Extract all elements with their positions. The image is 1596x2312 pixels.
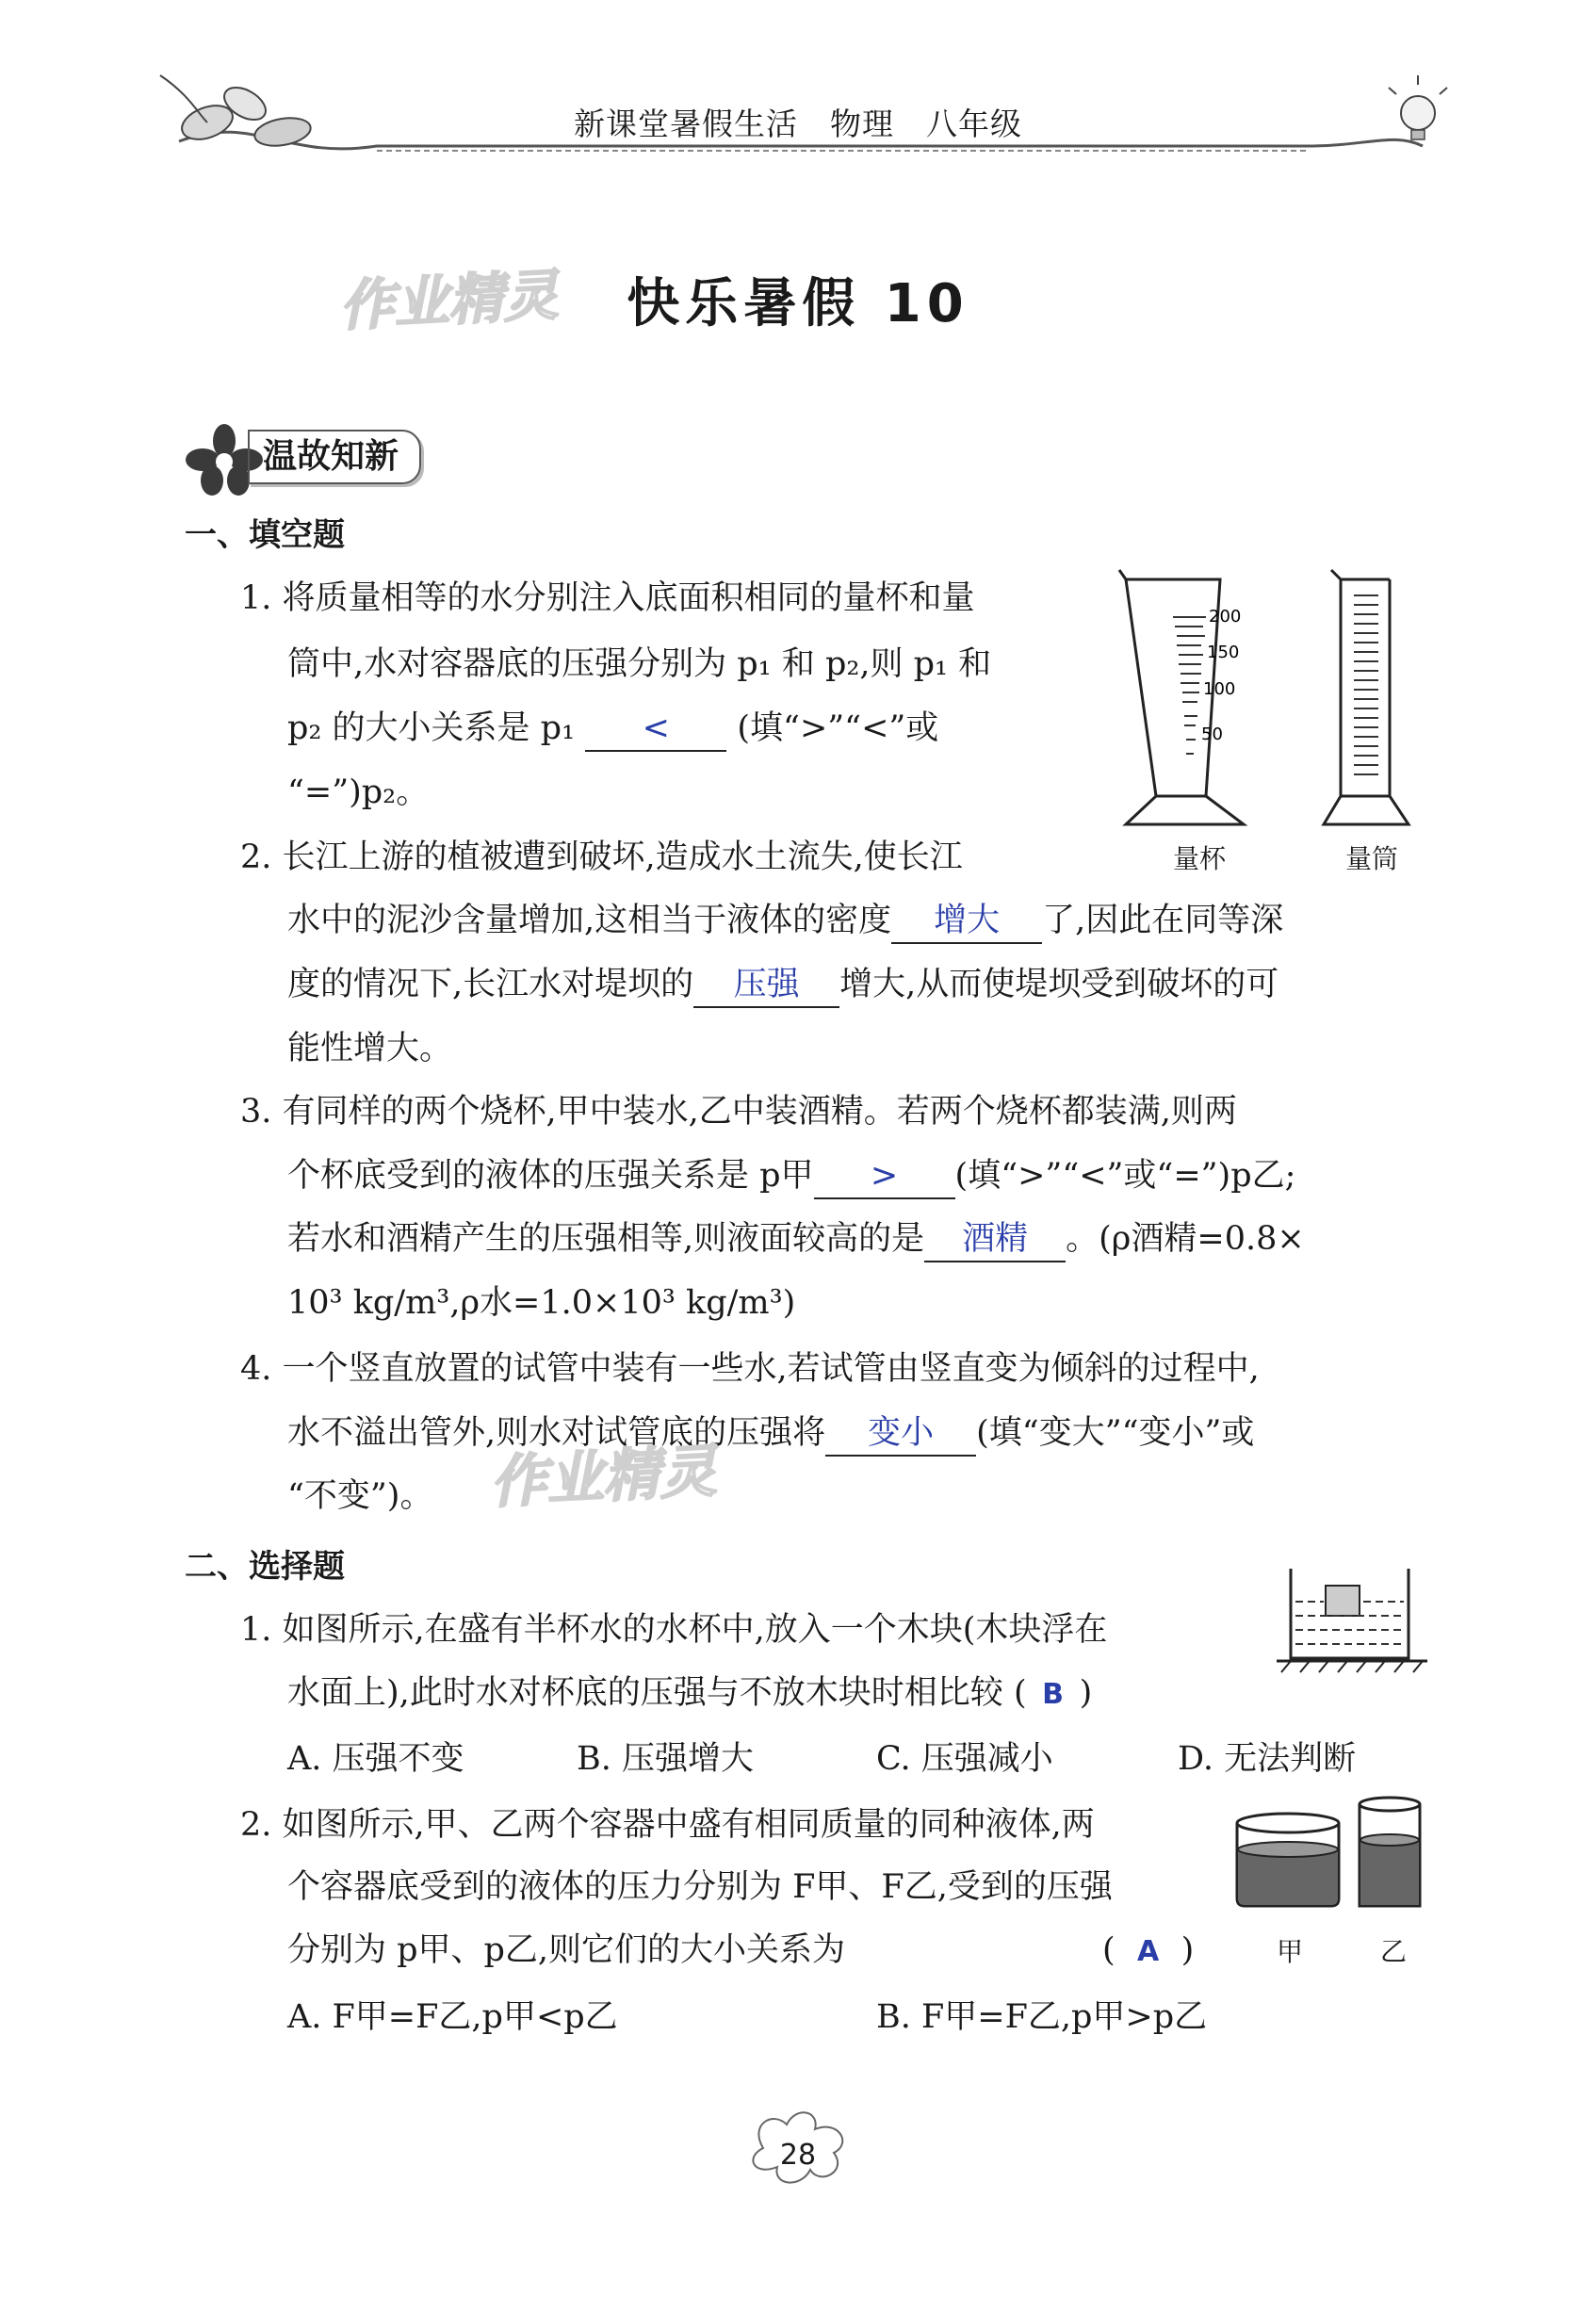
fill-q1-answer[interactable]: < [585, 707, 726, 752]
section-heading-fill: 一、填空题 [185, 516, 345, 554]
fill-q3-line2 [287, 1143, 1295, 1209]
fill-q4-line3: “不变”)。 [287, 1477, 433, 1515]
choice-q2-option-a[interactable]: A. F甲=F乙,p甲<p乙 [287, 1998, 618, 2036]
fill-q1-line3 [287, 695, 938, 761]
fill-q4-line1: 4. 一个竖直放置的试管中装有一些水,若试管由竖直变为倾斜的过程中, [240, 1350, 1260, 1388]
choice-q2-paren: ( [1102, 1931, 1116, 1969]
fill-q3-line1: 3. 有同样的两个烧杯,甲中装水,乙中装酒精。若两个烧杯都装满,则两 [240, 1093, 1237, 1131]
choice-q1-paren-close: ) [1079, 1674, 1093, 1712]
two-containers-figure [1230, 1795, 1437, 1917]
tick-50: 50 [1201, 725, 1223, 744]
beaker-label: 量杯 [1173, 843, 1227, 874]
fill-q4-text-a: 水不溢出管外,则水对试管底的压强将 [287, 1414, 826, 1452]
graduated-cylinder [1324, 570, 1409, 824]
fill-q1-line2: 筒中,水对容器底的压强分别为 p₁ 和 p₂,则 p₁ 和 [287, 645, 992, 683]
section-tag-label: 温故知新 [248, 430, 421, 484]
fill-q2-answer1[interactable]: 增大 [891, 899, 1042, 944]
fill-q2-line4: 能性增大。 [287, 1030, 453, 1067]
fill-q3-text-d: 。(ρ酒精=0.8× [1066, 1220, 1305, 1258]
choice-q2-answer[interactable]: A [1137, 1935, 1160, 1968]
watermark-middle: 作业精灵 [488, 1438, 718, 1517]
fill-q4-text-b: (填“变大”“变小”或 [976, 1414, 1255, 1452]
choice-q1-option-d[interactable]: D. 无法判断 [1178, 1740, 1357, 1778]
cylinder-label: 量筒 [1345, 843, 1399, 874]
fill-q3-text-b: (填“>”“<”或“=”)p乙; [954, 1157, 1296, 1195]
fill-q2-line1: 2. 长江上游的植被遭到破坏,造成水土流失,使长江 [240, 839, 963, 876]
fill-q2-text-b: 了,因此在同等深 [1042, 902, 1284, 939]
fill-q3-line3 [287, 1206, 1305, 1272]
fill-q1-text: p₂ 的大小关系是 p₁ [287, 709, 576, 747]
choice-q1-paren: ( [1013, 1674, 1027, 1712]
page-title: 快乐暑假 10 [627, 273, 969, 334]
choice-q2-line2: 个容器底受到的液体的压力分别为 F甲、F乙,受到的压强 [287, 1868, 1113, 1906]
choice-q2-paren-close: ) [1181, 1931, 1195, 1969]
fill-q3-text-a: 个杯底受到的液体的压强关系是 p甲 [287, 1157, 814, 1195]
fill-q1-line1: 1. 将质量相等的水分别注入底面积相同的量杯和量 [240, 579, 975, 617]
choice-q1-answer[interactable]: B [1042, 1678, 1065, 1711]
choice-q2-line1: 2. 如图所示,甲、乙两个容器中盛有相同质量的同种液体,两 [240, 1806, 1095, 1844]
fill-q4-line2 [287, 1400, 1254, 1466]
fill-q4-answer[interactable]: 变小 [825, 1411, 976, 1457]
header-title: 新课堂暑假生活 物理 八年级 [574, 106, 1022, 142]
fill-q2-line3 [287, 952, 1278, 1018]
page-number: 28 [779, 2139, 817, 2172]
choice-q2-answer-box [1102, 1917, 1194, 1985]
measuring-cups-figure [1116, 565, 1446, 839]
choice-q2-option-b[interactable]: B. F甲=F乙,p甲>p乙 [876, 1998, 1208, 2036]
tick-200: 200 [1209, 607, 1242, 627]
fill-q3-text-c: 若水和酒精产生的压强相等,则液面较高的是 [287, 1220, 925, 1258]
fill-q1-hint: (填“>”“<”或 [737, 709, 939, 747]
choice-q1-line2 [287, 1660, 1092, 1728]
fill-q2-answer2[interactable]: 压强 [693, 963, 839, 1008]
fill-q3-answer2[interactable]: 酒精 [924, 1217, 1066, 1262]
fill-q2-text-d: 增大,从而使堤坝受到破坏的可 [839, 966, 1279, 1003]
choice-q1-line1: 1. 如图所示,在盛有半杯水的水杯中,放入一个木块(木块浮在 [240, 1611, 1108, 1649]
fill-q2-text-a: 水中的泥沙含量增加,这相当于液体的密度 [287, 902, 892, 939]
choice-q1-option-c[interactable]: C. 压强减小 [876, 1740, 1053, 1778]
fill-q1-line4: “=”)p₂。 [287, 773, 430, 811]
fill-q3-answer1[interactable]: > [814, 1154, 955, 1199]
fill-q2-line2 [287, 887, 1283, 953]
container-label-yi: 乙 [1380, 1936, 1408, 1967]
choice-q1-option-a[interactable]: A. 压强不变 [287, 1740, 464, 1778]
choice-q2-text: 分别为 p甲、p乙,则它们的大小关系为 [287, 1931, 846, 1969]
floating-block-figure [1277, 1559, 1427, 1682]
tick-150: 150 [1207, 643, 1240, 662]
section-heading-choice: 二、选择题 [185, 1548, 345, 1586]
tick-100: 100 [1203, 679, 1236, 699]
wood-block [1326, 1586, 1360, 1616]
choice-q2-line3 [287, 1917, 845, 1983]
choice-q1-option-b[interactable]: B. 压强增大 [577, 1740, 754, 1778]
fill-q2-text-c: 度的情况下,长江水对堤坝的 [287, 966, 694, 1003]
watermark: 作业精灵 [337, 262, 560, 339]
fill-q3-line4: 10³ kg/m³,ρ水=1.0×10³ kg/m³) [287, 1284, 796, 1322]
container-label-jia: 甲 [1277, 1936, 1304, 1967]
choice-q1-text: 水面上),此时水对杯底的压强与不放木块时相比较 [287, 1674, 1003, 1712]
